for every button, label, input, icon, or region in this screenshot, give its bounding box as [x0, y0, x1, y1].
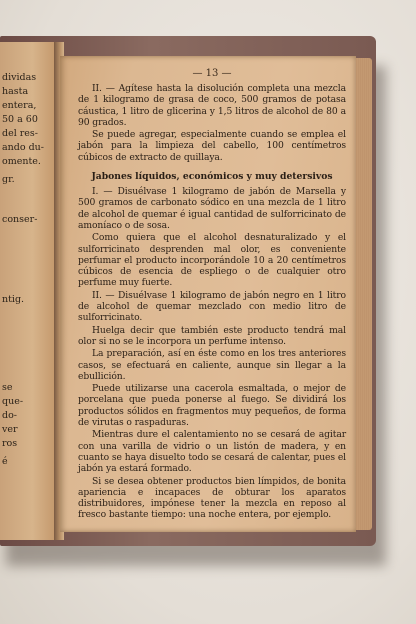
left-page	[0, 42, 56, 540]
left-page-word: dividas	[2, 72, 37, 83]
page-number: — 13 —	[192, 68, 232, 79]
paragraph: I. — Disuélvase 1 kilogramo de jabón de Marsella y 500 gramos de carbonato sódico en una mezcla de 1 litro de alcohol de quemar é igual cantidad de sulforricinato de amoníaco o de sosa.	[78, 186, 346, 231]
paragraph: Si se desea obtener productos bien límpidos, de bonita apariencia e incapaces de obturar los aparatos distribuidores, impónese tener la mezcla en reposo al fresco bastante tiempo: una noche entera, por ejemplo.	[78, 475, 346, 521]
paragraph: La preparación, así en éste como en los tres anteriores casos, se efectuará en caliente, aunque sin llegar a la ebullición.	[78, 348, 346, 382]
left-page-word: entera,	[2, 100, 37, 111]
page-text-block	[78, 68, 346, 522]
left-page-word: gr.	[2, 174, 15, 185]
left-page-word: ntig.	[2, 294, 25, 305]
paragraph: II. — Agítese hasta la disolución completa una mezcla de 1 kilogramo de grasa de coco, 500 gramos de potasa cáustica, 1 litro de glicerina y 1,5 litros de alcohol de 80 a 90 grados.	[78, 83, 346, 128]
left-page-word: ros	[2, 438, 18, 449]
paragraph: II. — Disuélvase 1 kilogramo de jabón negro en 1 litro de alcohol de quemar mezclado con medio litro de sulforricinato.	[78, 289, 346, 324]
left-page-word: é	[2, 456, 8, 467]
left-page-word: ando du-	[2, 142, 45, 153]
paragraph: Mientras dure el calentamiento no se cesará de agitar con una varilla de vidrio o un listón de madera, y en cuanto se haya disuelto todo se cesará de calentar, pues el jabón ya estará formado.	[78, 429, 346, 475]
left-page-word: del res-	[2, 128, 39, 139]
left-page-word: que-	[2, 396, 24, 407]
right-page	[60, 56, 356, 532]
section-heading: Jabones líquidos, económicos y muy detersivos	[91, 171, 333, 183]
paragraph: Puede utilizarse una cacerola esmaltada, o mejor de porcelana que pueda ponerse al fuego. Se dividirá los productos sólidos en fragmentos muy pequeños, de forma de virutas o raspaduras.	[78, 383, 346, 429]
left-page-word: 50 a 60	[2, 114, 38, 125]
left-page-word: ver	[2, 424, 18, 435]
paragraph: Se puede agregar, especialmente cuando se emplea el jabón para la limpieza del cabello, 100 centímetros cúbicos de extracto de quillaya.	[78, 129, 346, 163]
left-page-word: se	[2, 382, 13, 393]
left-page-word: hasta	[2, 86, 29, 97]
left-page-word: do-	[2, 410, 18, 421]
left-page-word: conser-	[2, 214, 38, 225]
left-page-word: omente.	[2, 156, 41, 167]
paragraph: Huelga decir que también este producto tendrá mal olor si no se le incorpora un perfume intenso.	[78, 324, 346, 347]
paragraph: Como quiera que el alcohol desnaturalizado y el sulforricinato desprenden mal olor, es conveniente perfumar el producto incorporándole 10 a 20 centímetros cúbicos de esencia de espliego o de cualquier otro perfume muy fuerte.	[78, 232, 346, 289]
